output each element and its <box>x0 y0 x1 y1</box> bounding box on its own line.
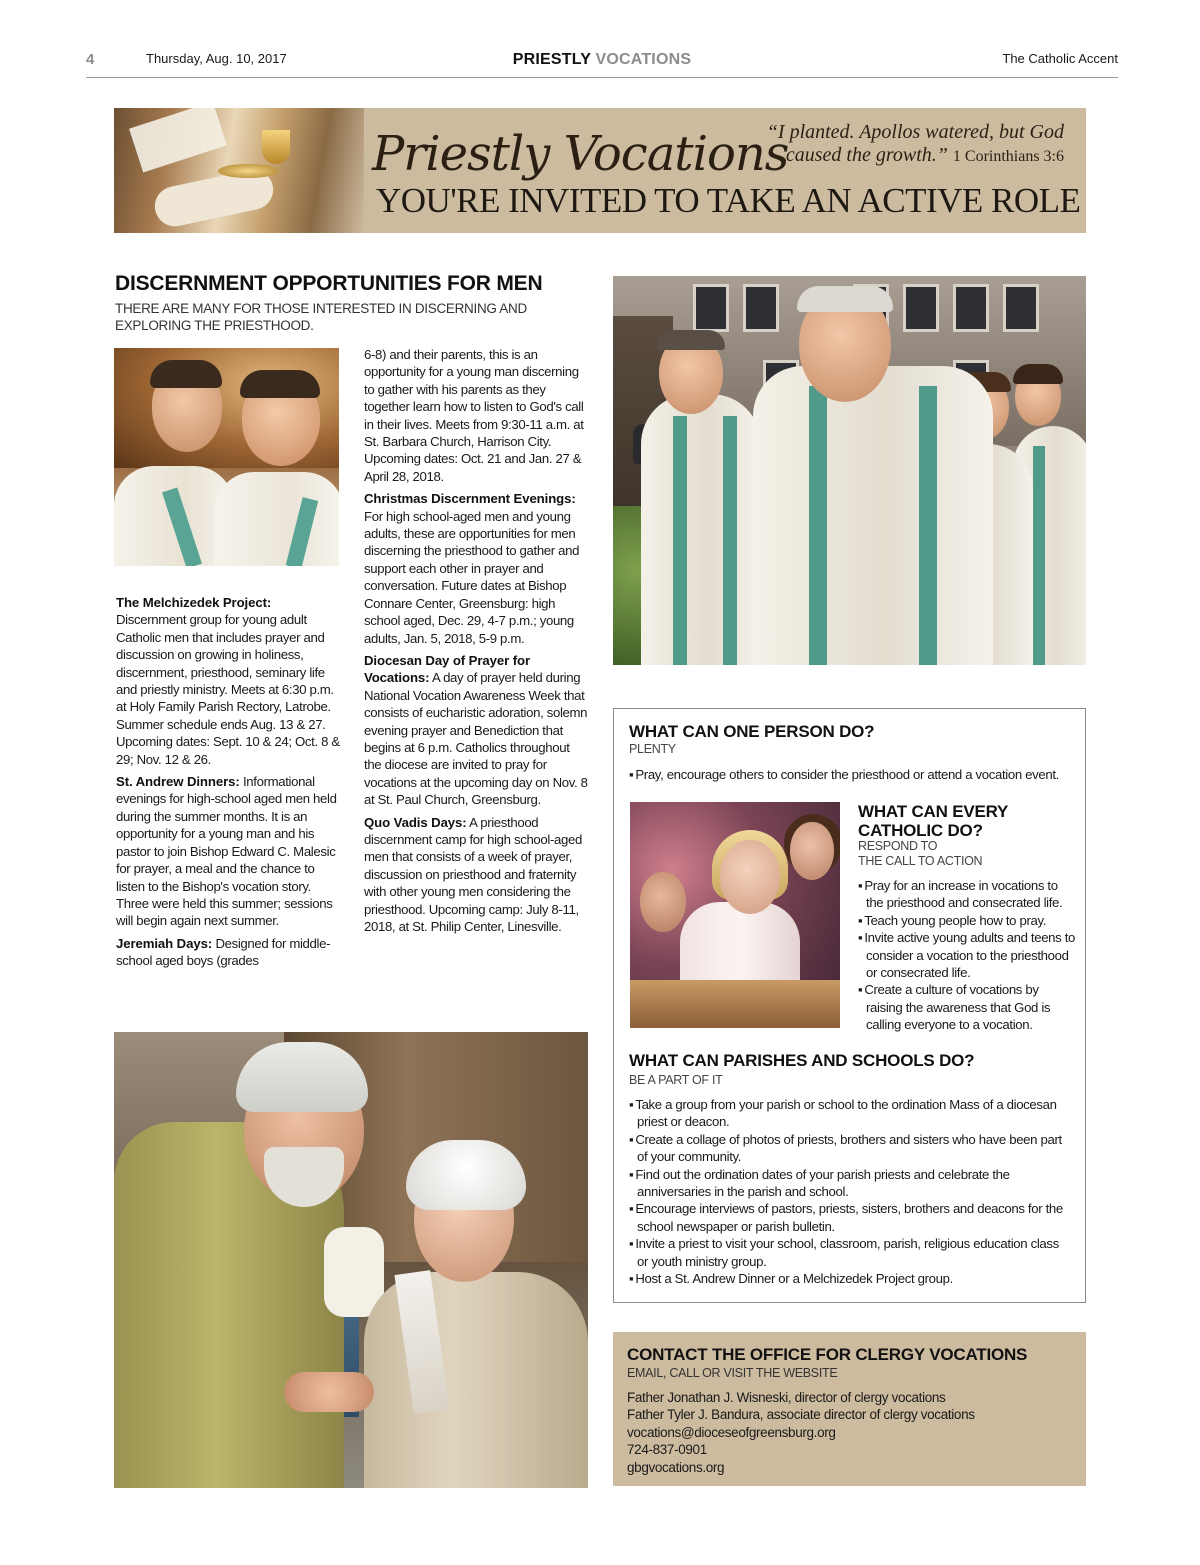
contact-associate-director: Father Tyler J. Bandura, associate director of clergy vocations <box>627 1407 975 1423</box>
page-number: 4 <box>86 51 95 68</box>
melchizedek-text: Discernment group for young adult Catholic men that includes prayer and discussion on growing in holiness, discernment, priesthood, seminary life and priestly ministry. Meets at 6:30 p.m. at Holy Family Parish Rectory, Latrobe. Summer schedule ends Aug. 13 & 27. Upcoming dates: Sept. 10 & 24; Oct. 8 & 29; Nov. 12 & 26. <box>116 612 340 767</box>
section-title <box>86 51 1118 69</box>
jeremiah-title: Jeremiah Days: <box>116 935 213 951</box>
banner-eucharist-photo <box>114 108 364 233</box>
quovadis-paragraph <box>364 814 590 936</box>
every-catholic-list <box>858 877 1076 1034</box>
parishes-item: ▪ Find out the ordination dates of your parish priests and celebrate the anniversaries in the parish and school. <box>629 1166 1069 1201</box>
contact-lines <box>627 1389 975 1476</box>
standrew-text: Informational evenings for high-school aged men held during the summer months. It is an opportunity for a young man and his pastor to join Bishop Edward C. Malesic for prayer, a meal and the chance to listen to the Bishop's vocation story. Three were held this summer; sessions will begin again next summer. <box>116 774 337 929</box>
women-praying-photo <box>630 802 840 1028</box>
one-person-item: ▪ Pray, encourage others to consider the priesthood or attend a vocation event. <box>629 766 1079 783</box>
section-title-light: VOCATIONS <box>595 51 692 68</box>
contact-director: Father Jonathan J. Wisneski, director of clergy vocations <box>627 1390 946 1405</box>
parishes-item: ▪ Host a St. Andrew Dinner or a Melchizedek Project group. <box>629 1270 1069 1287</box>
contact-heading: CONTACT THE OFFICE FOR CLERGY VOCATIONS <box>627 1345 1028 1364</box>
parishes-item: ▪ Encourage interviews of pastors, priests, sisters, brothers and deacons for the school newspaper or parish bulletin. <box>629 1200 1069 1235</box>
every-catholic-heading-line2: CATHOLIC DO? <box>858 821 983 840</box>
standrew-paragraph <box>116 773 342 930</box>
banner-subtitle: YOU'RE INVITED TO TAKE AN ACTIVE ROLE <box>376 181 1081 220</box>
contact-website-link[interactable]: gbgvocations.org <box>627 1459 725 1475</box>
running-header <box>86 48 1118 78</box>
paten-icon <box>218 164 278 178</box>
parishes-list <box>629 1096 1069 1287</box>
publication-name: The Catholic Accent <box>1002 51 1118 66</box>
every-catholic-subheading-line1: RESPOND TO <box>858 839 938 853</box>
every-catholic-subheading-line2: THE CALL TO ACTION <box>858 854 983 868</box>
christmas-paragraph <box>364 490 590 647</box>
every-catholic-heading-line1: WHAT CAN EVERY <box>858 802 1009 821</box>
every-catholic-item: ▪ Pray for an increase in vocations to the priesthood and consecrated life. <box>858 877 1076 912</box>
every-catholic-heading <box>858 802 1008 840</box>
standrew-title: St. Andrew Dinners: <box>116 774 240 790</box>
every-catholic-subheading <box>858 839 982 869</box>
every-catholic-item: ▪ Teach young people how to pray. <box>858 912 1076 929</box>
parishes-item: ▪ Take a group from your parish or school to the ordination Mass of a diocesan priest or deacon. <box>629 1096 1069 1131</box>
priest-greeting-parishioner-photo <box>114 1032 588 1488</box>
jeremiah-text-a: Designed for middle-school aged boys (grades <box>116 935 331 969</box>
contact-subheading: EMAIL, CALL OR VISIT THE WEBSITE <box>627 1366 838 1380</box>
banner-title: Priestly Vocations <box>372 126 789 182</box>
discernment-column-1 <box>116 594 342 975</box>
contact-email-link[interactable]: vocations@dioceseofgreensburg.org <box>627 1424 836 1440</box>
every-catholic-item: ▪ Invite active young adults and teens to consider a vocation to the priesthood or consecrated life. <box>858 929 1076 981</box>
chalice-icon <box>262 130 290 164</box>
christmas-title: Christmas Discernment Evenings: <box>364 491 576 507</box>
contact-office-box <box>613 1332 1086 1486</box>
two-priests-photo <box>114 348 339 566</box>
one-person-list <box>629 766 1079 783</box>
jeremiah-continued: 6-8) and their parents, this is an opportunity for a young man discerning to gather with his parents as they together learn how to listen to God's call in their lives. Meets from 9:30-11 a.m. at St. Barbara Church, Harrison City. Upcoming dates: Oct. 21 and Jan. 27 & April 28, 2018. <box>364 347 584 484</box>
quovadis-title: Quo Vadis Days: <box>364 814 467 830</box>
parishes-heading: WHAT CAN PARISHES AND SCHOOLS DO? <box>629 1051 975 1070</box>
discernment-subheading: THERE ARE MANY FOR THOSE INTERESTED IN DISCERNING AND EXPLORING THE PRIESTHOOD. <box>115 301 527 333</box>
melchizedek-paragraph <box>116 594 342 768</box>
diocesan-text: A day of prayer held during National Vocation Awareness Week that consists of eucharistic adoration, solemn evening prayer and Benediction that begins at 6 p.m. Catholics throughout the diocese are invited to pray for vocations at the upcoming day on Nov. 8 at St. Paul Church, Greensburg. <box>364 670 588 808</box>
parishes-subheading: BE A PART OF IT <box>629 1073 723 1087</box>
melchizedek-title: The Melchizedek Project: <box>116 595 272 610</box>
section-title-bold: PRIESTLY <box>512 51 591 68</box>
parishes-item: ▪ Create a collage of photos of priests, brothers and sisters who have been part of your community. <box>629 1131 1069 1166</box>
diocesan-paragraph <box>364 652 590 809</box>
one-person-subheading: PLENTY <box>629 742 676 756</box>
issue-date: Thursday, Aug. 10, 2017 <box>146 51 287 66</box>
discernment-column-2 <box>364 346 590 940</box>
quovadis-text: A priesthood discernment camp for high school-aged men that consists of a week of prayer, discussion on priesthood and fraternity with other young men considering the priesthood. Upcoming camp: July 8-11, 2018, at St. Philip Center, Linesville. <box>364 814 582 934</box>
diocesan-title: Diocesan Day of Prayer for Vocations: <box>364 652 530 686</box>
jeremiah-paragraph <box>116 935 342 970</box>
discernment-heading: DISCERNMENT OPPORTUNITIES FOR MEN <box>115 272 543 295</box>
vocations-banner <box>114 108 1086 233</box>
missal-page <box>129 108 227 172</box>
every-catholic-item: ▪ Create a culture of vocations by raising the awareness that God is calling everyone to a vocation. <box>858 981 1076 1033</box>
banner-quote <box>764 121 1064 168</box>
one-person-heading: WHAT CAN ONE PERSON DO? <box>629 722 875 741</box>
quote-text: “I planted. Apollos watered, but God caused the growth.” <box>766 121 1064 166</box>
priests-procession-photo <box>613 276 1086 665</box>
christmas-text: For high school-aged men and young adults, these are opportunities for men discerning the priesthood to gather and support each other in prayer and conversation. Future dates at Bishop Connare Center, Greensburg: high school aged, Dec. 29, 4-7 p.m.; young adults, Jan. 5, 2018, 5-9 p.m. <box>364 508 580 646</box>
contact-phone: 724-837-0901 <box>627 1442 707 1458</box>
parishes-item: ▪ Invite a priest to visit your school, classroom, parish, religious education class or youth ministry group. <box>629 1235 1069 1270</box>
what-can-you-do-box <box>613 708 1086 1303</box>
quote-citation: 1 Corinthians 3:6 <box>952 148 1064 165</box>
